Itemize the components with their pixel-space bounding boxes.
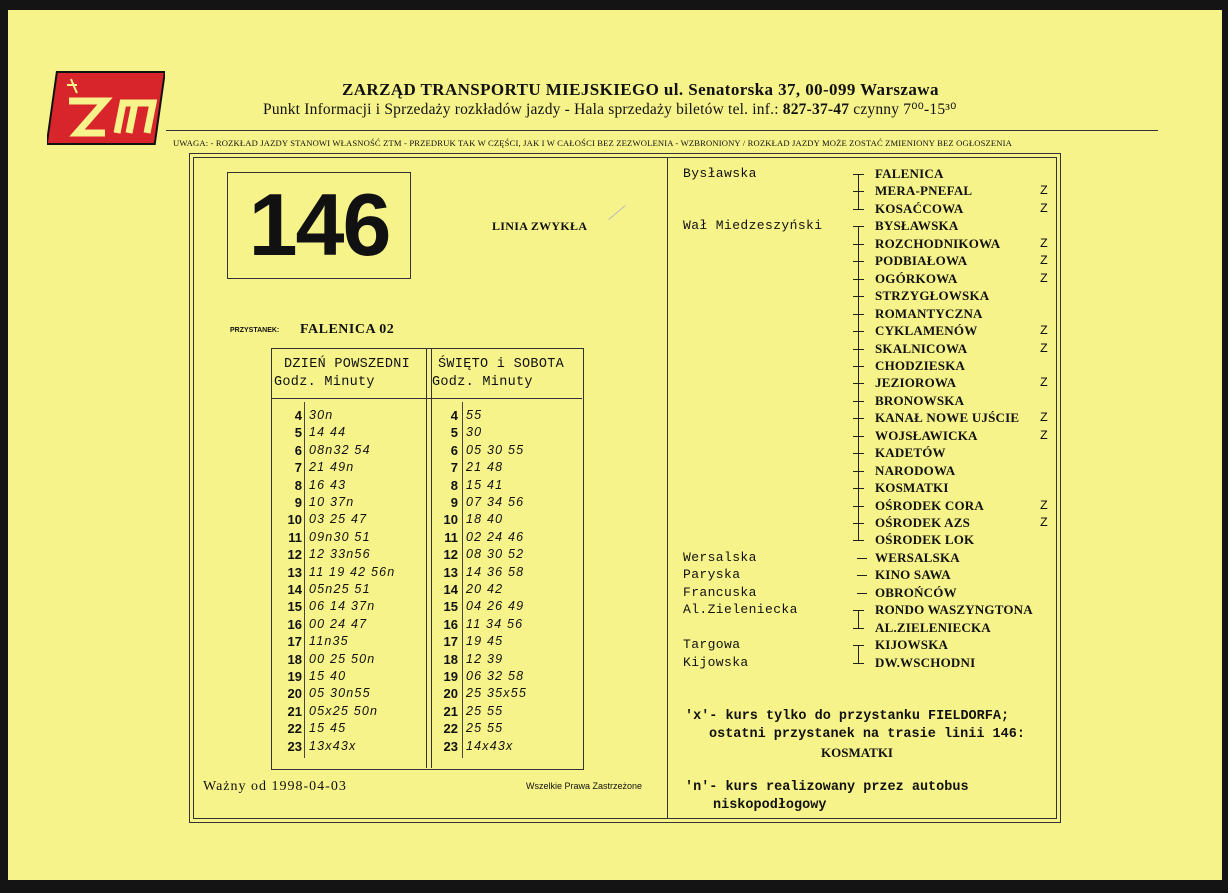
holiday-minutes: 30 [466,425,483,440]
panel-divider [667,158,668,818]
holiday-hour: 18 [443,651,458,667]
route-tick [853,209,864,210]
route-stop: CHODZIESKA [875,357,966,373]
weekday-hour: 21 [287,703,302,719]
weekday-hour: 20 [287,686,302,702]
on-request-mark: Z [1040,427,1048,443]
weekday-hour: 23 [287,738,302,754]
on-request-mark: Z [1040,183,1048,199]
holiday-title: ŚWIĘTO i SOBOTA [438,357,565,372]
on-request-mark: Z [1040,200,1048,216]
route-tick [853,296,864,297]
route-street: Kijowska [683,654,749,670]
weekday-minutes: 03 25 47 [309,512,368,527]
route-stop: BRONOWSKA [875,392,965,408]
route-tick [853,383,864,384]
ztm-logo-box [47,72,165,144]
route-stop: ROMANTYCZNA [875,305,983,321]
holiday-hour: 6 [450,442,458,458]
route-tick [853,418,864,419]
route-street: Wał Miedzeszyński [683,218,823,234]
on-request-mark: Z [1040,375,1048,391]
route-stop: KOSAĆCOWA [875,200,964,216]
weekday-hour: 18 [287,651,302,667]
holiday-hour: 21 [443,703,458,719]
route-dash [857,593,867,594]
ztm-logo [47,71,165,145]
weekday-hour: 6 [294,442,302,458]
route-connector [858,645,859,662]
weekday-hour: 22 [287,721,302,737]
line-number-box [227,172,411,279]
holiday-hour: 15 [443,599,458,615]
holiday-hour: 10 [443,512,458,528]
route-tick [853,523,864,524]
route-stop: SKALNICOWA [875,340,968,356]
weekday-minutes: 05n25 51 [309,582,371,596]
weekday-hour: 16 [287,616,302,632]
weekday-minutes: 11 19 42 56n [309,564,396,579]
route-stop: OŚRODEK CORA [875,497,984,513]
info-hours: czynny 7⁰⁰-15³⁰ [853,101,957,118]
weekday-minutes: 00 25 50n [309,651,376,666]
weekday-hour: 4 [294,408,302,423]
on-request-mark: Z [1040,515,1048,530]
route-stop: FALENICA [875,166,944,181]
holiday-minutes: 21 48 [466,460,504,475]
route-stop: KANAŁ NOWE UJŚCIE [875,410,1020,426]
org-header: ZARZĄD TRANSPORTU MIEJSKIEGO ul. Senatorska 37, 00-099 Warszawa [342,80,939,99]
weekday-hour: 10 [287,512,302,528]
holiday-minutes: 20 42 [466,582,504,596]
weekday-hour: 11 [288,529,302,545]
holiday-hour: 13 [443,564,458,580]
route-stop: OBROŃCÓW [875,584,957,600]
route-connector [858,610,859,627]
weekday-minutes: 12 33n56 [309,547,371,562]
weekday-minutes: 08n32 54 [309,442,371,457]
weekday-minutes: 11n35 [309,634,349,649]
route-tick [853,436,864,437]
note-n-line2: niskopodłogowy [713,798,827,813]
route-stop: OGÓRKOWA [875,270,958,286]
holiday-minutes: 55 [466,408,483,422]
holiday-hour: 14 [443,582,458,597]
route-stop: KINO SAWA [875,567,951,583]
holiday-minutes: 06 32 58 [466,669,525,683]
route-tick [853,645,864,646]
weekday-hour: 14 [287,582,302,597]
route-street: Bysławska [683,166,757,181]
route-tick [853,226,864,227]
route-stop: ROZCHODNIKOWA [875,235,1001,251]
weekday-hour: 5 [294,425,302,441]
holiday-hour-divider [462,402,463,758]
route-stop: KIJOWSKA [875,637,949,653]
weekday-minutes: 15 45 [309,721,347,736]
weekday-minutes: 10 37n [309,495,355,509]
weekday-subhead: Godz. Minuty [274,375,375,390]
route-stop: NARODOWA [875,462,956,478]
holiday-minutes: 14x43x [466,738,514,753]
note-x-line2: ostatni przystanek na trasie linii 146: [709,727,1025,742]
weekday-minutes: 05 30n55 [309,686,371,701]
line-type: LINIA ZWYKŁA [492,219,588,233]
weekday-minutes: 16 43 [309,477,347,492]
on-request-mark: Z [1040,270,1048,286]
route-tick [853,610,864,611]
weekday-title: DZIEŃ POWSZEDNI [284,357,411,372]
weekday-hour: 9 [294,495,302,510]
weekday-minutes: 06 14 37n [309,599,376,614]
route-stop: AL.ZIELENIECKA [875,619,991,635]
weekday-minutes: 15 40 [309,669,347,683]
note-x-line3: KOSMATKI [821,745,893,760]
on-request-mark: Z [1040,235,1048,251]
holiday-minutes: 12 39 [466,651,504,666]
holiday-hour: 20 [443,686,458,702]
holiday-hour: 7 [450,460,458,476]
holiday-hour: 9 [450,495,458,510]
route-tick [853,453,864,454]
route-tick [853,349,864,350]
route-tick [853,506,864,507]
route-tick [853,540,864,541]
weekday-minutes: 14 44 [309,425,347,440]
copyright-notice: UWAGA: - ROZKŁAD JAZDY STANOWI WŁASNOŚĆ ZTM - PRZEDRUK TAK W CZĘŚCI, JAK I W CAŁOŚCI BEZ ZEZWOLENIA - WZBRONIONY / ROZKŁAD JAZDY MOŻE ZOSTAĆ ZMIENIONY BEZ OGŁOSZENIA [173,138,1013,148]
holiday-hour: 8 [450,477,458,493]
route-stop: PODBIAŁOWA [875,253,968,269]
holiday-hour: 11 [444,529,458,545]
table-header-rule [272,398,582,399]
holiday-minutes: 02 24 46 [466,529,525,544]
holiday-minutes: 05 30 55 [466,442,525,457]
on-request-mark: Z [1040,253,1048,269]
holiday-hour: 23 [443,738,458,754]
holiday-minutes: 25 35x55 [466,686,528,701]
route-tick [853,401,864,402]
on-request-mark: Z [1040,340,1048,356]
holiday-minutes: 08 30 52 [466,547,525,562]
stop-name: FALENICA 02 [300,322,395,337]
holiday-minutes: 25 55 [466,703,504,718]
route-stop: WERSALSKA [875,549,960,565]
route-dash [857,558,867,559]
holiday-minutes: 18 40 [466,512,504,527]
weekday-minutes: 09n30 51 [309,529,371,544]
route-stop: DW.WSCHODNI [875,654,976,670]
route-stop: STRZYGŁOWSKA [875,288,990,304]
weekday-hour: 15 [287,599,302,615]
route-tick [853,191,864,192]
weekday-hour: 12 [287,547,302,563]
holiday-hour: 19 [443,669,458,684]
on-request-mark: Z [1040,410,1048,426]
holiday-minutes: 25 55 [466,721,504,736]
holiday-minutes: 11 34 56 [466,616,524,631]
route-stop: KOSMATKI [875,480,949,496]
route-street: Targowa [683,637,741,653]
route-stop: KADETÓW [875,445,946,461]
route-tick [853,174,864,175]
holiday-minutes: 15 41 [466,477,504,492]
weekday-minutes: 21 49n [309,460,355,475]
holiday-minutes: 07 34 56 [466,495,525,509]
route-tick [853,488,864,489]
route-tick [853,279,864,280]
weekday-hour: 17 [287,634,302,650]
holiday-minutes: 04 26 49 [466,599,525,614]
route-stop: OŚRODEK LOK [875,532,975,548]
route-stop: BYSŁAWSKA [875,218,959,234]
weekday-hour: 13 [287,564,302,580]
on-request-mark: Z [1040,497,1048,513]
line-number: 146 [248,175,390,274]
note-n-line1: 'n'- kurs realizowany przez autobus [685,780,969,795]
route-tick [853,314,864,315]
weekday-hour: 7 [294,460,302,476]
route-tick [853,366,864,367]
route-stop: OŚRODEK AZS [875,515,971,530]
valid-from: Ważny od 1998-04-03 [203,779,347,794]
route-dash [857,575,867,576]
weekday-minutes: 30n [309,408,334,422]
route-tick [853,261,864,262]
note-x-line1: 'x'- kurs tylko do przystanku FIELDORFA; [685,709,1010,724]
route-tick [853,663,864,664]
holiday-hour: 4 [450,408,458,423]
holiday-hour: 5 [450,425,458,441]
route-street: Paryska [683,567,741,583]
stop-label: PRZYSTANEK: [230,327,280,334]
holiday-minutes: 19 45 [466,634,504,649]
route-stop: JEZIOROWA [875,375,957,391]
route-tick [853,628,864,629]
on-request-mark: Z [1040,323,1048,339]
holiday-hour: 17 [443,634,458,650]
route-street: Wersalska [683,549,757,565]
holiday-minutes: 14 36 58 [466,564,525,579]
holiday-subhead: Godz. Minuty [432,375,533,390]
route-street: Al.Zieleniecka [683,602,798,618]
route-stop: WOJSŁAWICKA [875,427,978,443]
info-line [263,100,957,119]
info-phone: 827-37-47 [782,101,850,118]
rights-reserved: Wszelkie Prawa Zastrzeżone [526,781,643,791]
route-stop: RONDO WASZYNGTONA [875,602,1033,618]
route-tick [853,244,864,245]
info-prefix: Punkt Informacji i Sprzedaży rozkładów jazdy - Hala sprzedaży biletów tel. inf.: [263,101,779,118]
route-stop: CYKLAMENÓW [875,323,978,339]
weekday-hour: 8 [294,477,302,493]
route-tick [853,331,864,332]
route-street: Francuska [683,584,757,600]
holiday-hour: 12 [443,547,458,563]
holiday-hour: 22 [443,721,458,737]
weekday-minutes: 05x25 50n [309,703,379,718]
weekday-hour: 19 [287,669,302,684]
holiday-hour: 16 [443,616,458,632]
weekday-minutes: 00 24 47 [309,616,368,631]
weekday-hour-divider [304,402,305,758]
route-tick [853,471,864,472]
header-rule [166,130,1158,131]
route-stop: MERA-PNEFAL [875,183,973,199]
weekday-minutes: 13x43x [309,738,357,753]
